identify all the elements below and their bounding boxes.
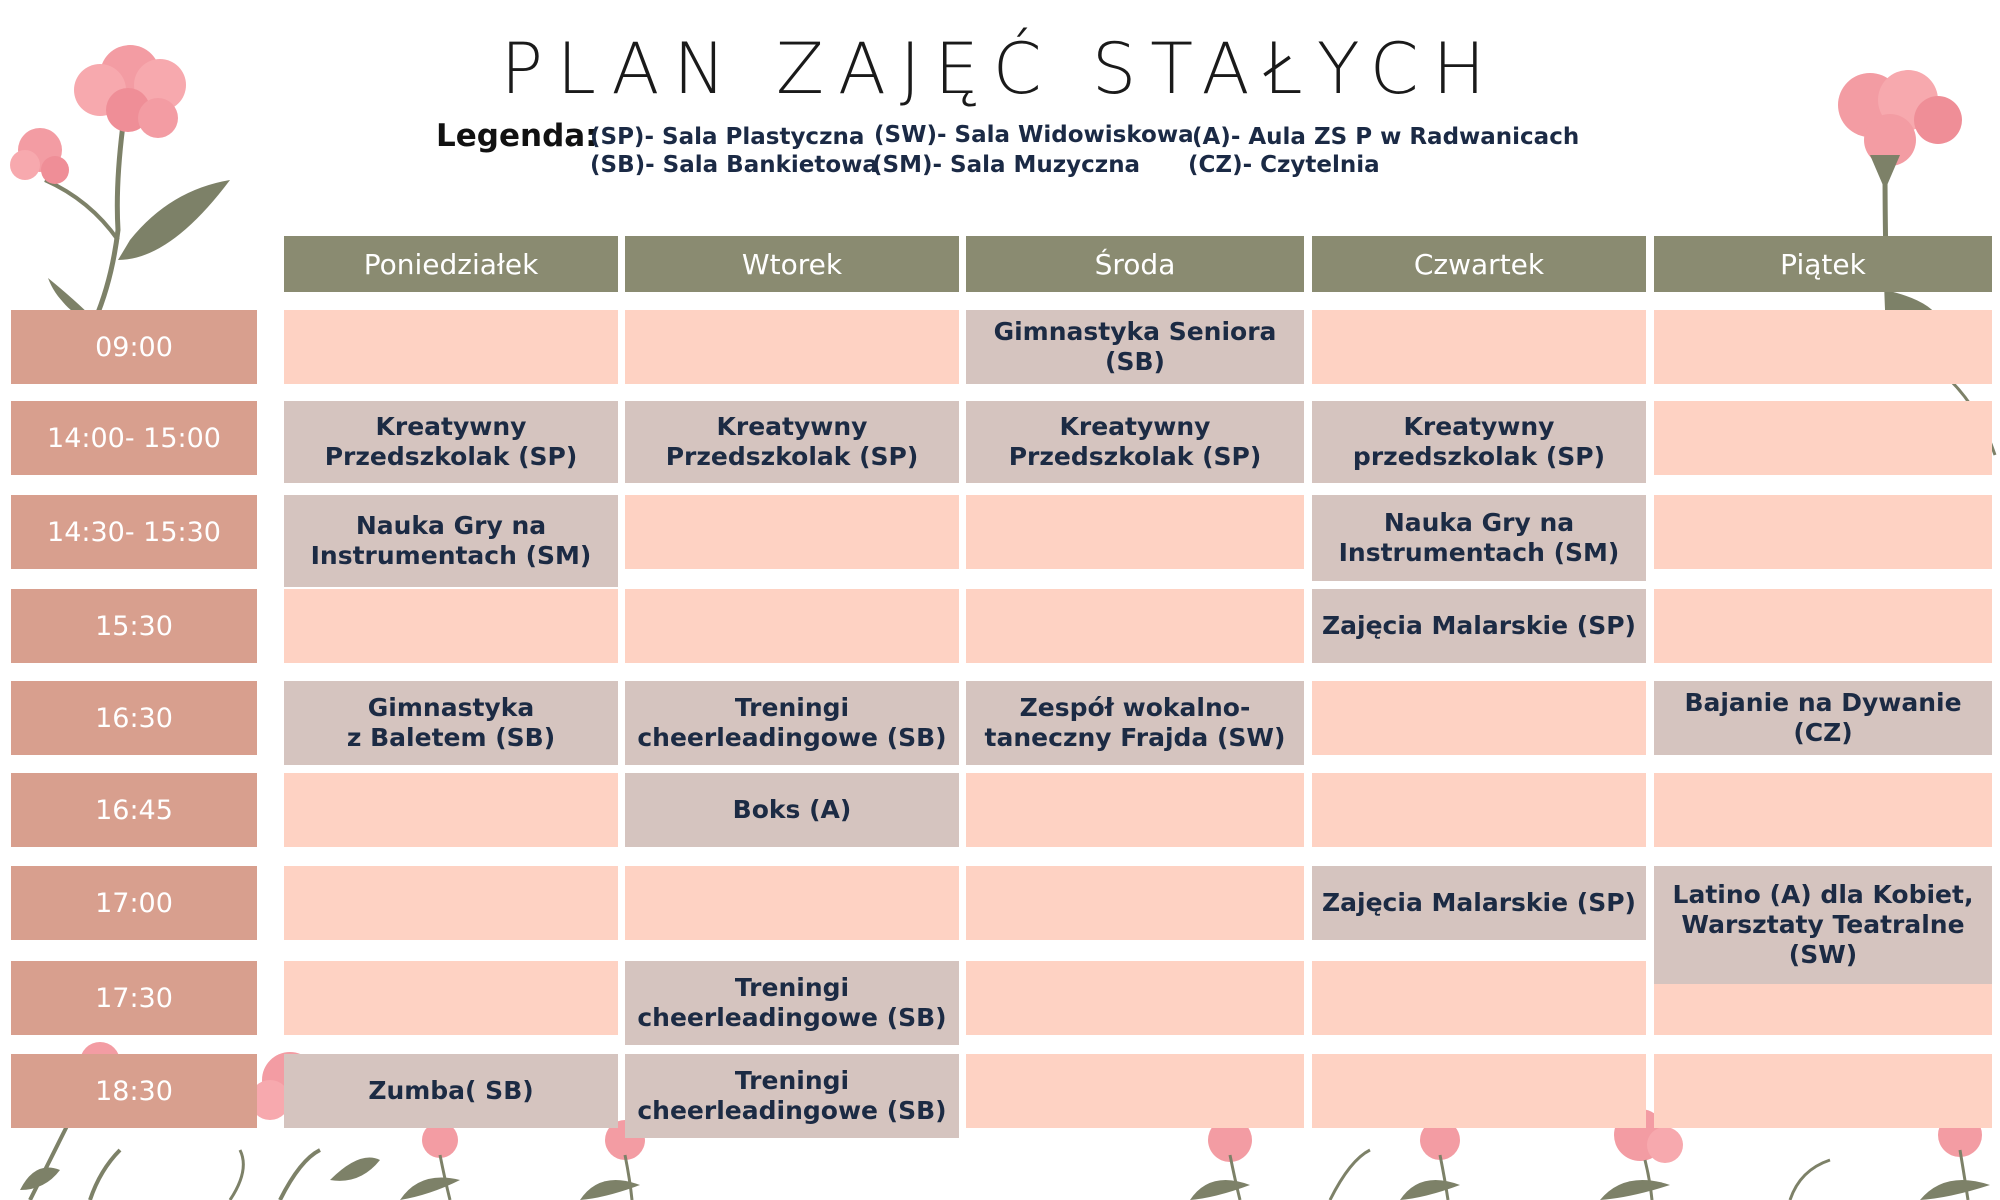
activity-name: Zajęcia Malarskie (SP) — [1322, 611, 1636, 640]
legend-item-cz: (CZ)- Czytelnia — [1188, 152, 1380, 178]
time-slot-1530: 15:30 — [11, 589, 257, 663]
time-slot-1645: 16:45 — [11, 773, 257, 847]
day-header-wednesday: Środa — [966, 236, 1304, 292]
activity-cell — [1654, 866, 1992, 984]
activity-cell — [625, 961, 959, 1045]
empty-cell — [625, 866, 959, 940]
activity-cell — [625, 681, 959, 765]
time-slot-1830: 18:30 — [11, 1054, 257, 1128]
empty-cell — [966, 589, 1304, 663]
legend-item-sp: (SP)- Sala Plastyczna — [590, 124, 865, 150]
legend-label: Legenda: — [436, 118, 598, 154]
day-header-friday: Piątek — [1654, 236, 1992, 292]
activity-cell — [1312, 401, 1646, 483]
activity-name: Boks (A) — [732, 795, 852, 824]
empty-cell — [1654, 773, 1992, 847]
activity-name: Gimnastyka Seniora (SB) — [993, 317, 1277, 376]
empty-cell — [966, 961, 1304, 1035]
time-slot-0900: 09:00 — [11, 310, 257, 384]
empty-cell — [284, 961, 618, 1035]
legend-item-sw: (SW)- Sala Widowiskowa — [874, 122, 1194, 148]
time-slot-1630: 16:30 — [11, 681, 257, 755]
activity-cell — [284, 1054, 618, 1128]
empty-cell — [966, 1054, 1304, 1128]
activity-name: Zespół wokalno- taneczny Frajda (SW) — [984, 693, 1286, 752]
empty-cell — [1312, 961, 1646, 1035]
empty-cell — [966, 773, 1304, 847]
empty-cell — [625, 310, 959, 384]
activity-cell — [284, 401, 618, 483]
empty-cell — [284, 589, 618, 663]
activity-name: Kreatywny Przedszkolak (SP) — [665, 412, 919, 471]
empty-cell — [625, 589, 959, 663]
activity-name: Nauka Gry na Instrumentach (SM) — [310, 511, 592, 570]
activity-cell — [966, 310, 1304, 384]
activity-name: Latino (A) dla Kobiet, Warsztaty Teatralne (SW) — [1672, 880, 1974, 969]
empty-cell — [1312, 310, 1646, 384]
activity-name: Zajęcia Malarskie (SP) — [1322, 888, 1636, 917]
empty-cell — [966, 495, 1304, 569]
time-slot-1700: 17:00 — [11, 866, 257, 940]
empty-cell — [284, 310, 618, 384]
activity-cell — [966, 681, 1304, 765]
activity-cell — [284, 495, 618, 587]
empty-cell — [1654, 401, 1992, 475]
activity-cell — [1654, 681, 1992, 755]
day-header-monday: Poniedziałek — [284, 236, 618, 292]
empty-cell — [1654, 984, 1992, 1035]
activity-name: Zumba( SB) — [368, 1076, 534, 1105]
legend-item-sm: (SM)- Sala Muzyczna — [872, 152, 1141, 178]
activity-cell — [1312, 495, 1646, 581]
empty-cell — [966, 866, 1304, 940]
activity-name: Treningi cheerleadingowe (SB) — [637, 1066, 947, 1125]
empty-cell — [1312, 681, 1646, 755]
activity-name: Gimnastyka z Baletem (SB) — [346, 693, 556, 752]
time-slot-1430: 14:30- 15:30 — [11, 495, 257, 569]
activity-name: Treningi cheerleadingowe (SB) — [637, 973, 947, 1032]
empty-cell — [1654, 589, 1992, 663]
activity-name: Kreatywny Przedszkolak (SP) — [324, 412, 578, 471]
page-title: PLAN ZAJĘĆ STAŁYCH — [500, 28, 1500, 110]
empty-cell — [1312, 773, 1646, 847]
empty-cell — [625, 495, 959, 569]
time-slot-1730: 17:30 — [11, 961, 257, 1035]
activity-cell — [1312, 866, 1646, 940]
empty-cell — [1654, 495, 1992, 569]
activity-cell — [966, 401, 1304, 483]
activity-cell — [625, 773, 959, 847]
activity-cell — [284, 681, 618, 765]
activity-name: Kreatywny przedszkolak (SP) — [1352, 412, 1606, 471]
legend-item-sb: (SB)- Sala Bankietowa — [590, 152, 878, 178]
time-slot-1400: 14:00- 15:00 — [11, 401, 257, 475]
empty-cell — [284, 866, 618, 940]
activity-name: Bajanie na Dywanie (CZ) — [1684, 688, 1962, 747]
empty-cell — [1654, 1054, 1992, 1128]
empty-cell — [284, 773, 618, 847]
legend-item-a: (A)- Aula ZS P w Radwanicach — [1192, 124, 1580, 150]
activity-cell — [1312, 589, 1646, 663]
activity-name: Treningi cheerleadingowe (SB) — [637, 693, 947, 752]
activity-name: Kreatywny Przedszkolak (SP) — [1008, 412, 1262, 471]
activity-cell — [625, 401, 959, 483]
empty-cell — [1312, 1054, 1646, 1128]
empty-cell — [1654, 310, 1992, 384]
activity-cell — [625, 1054, 959, 1138]
activity-name: Nauka Gry na Instrumentach (SM) — [1338, 508, 1620, 567]
day-header-thursday: Czwartek — [1312, 236, 1646, 292]
day-header-tuesday: Wtorek — [625, 236, 959, 292]
